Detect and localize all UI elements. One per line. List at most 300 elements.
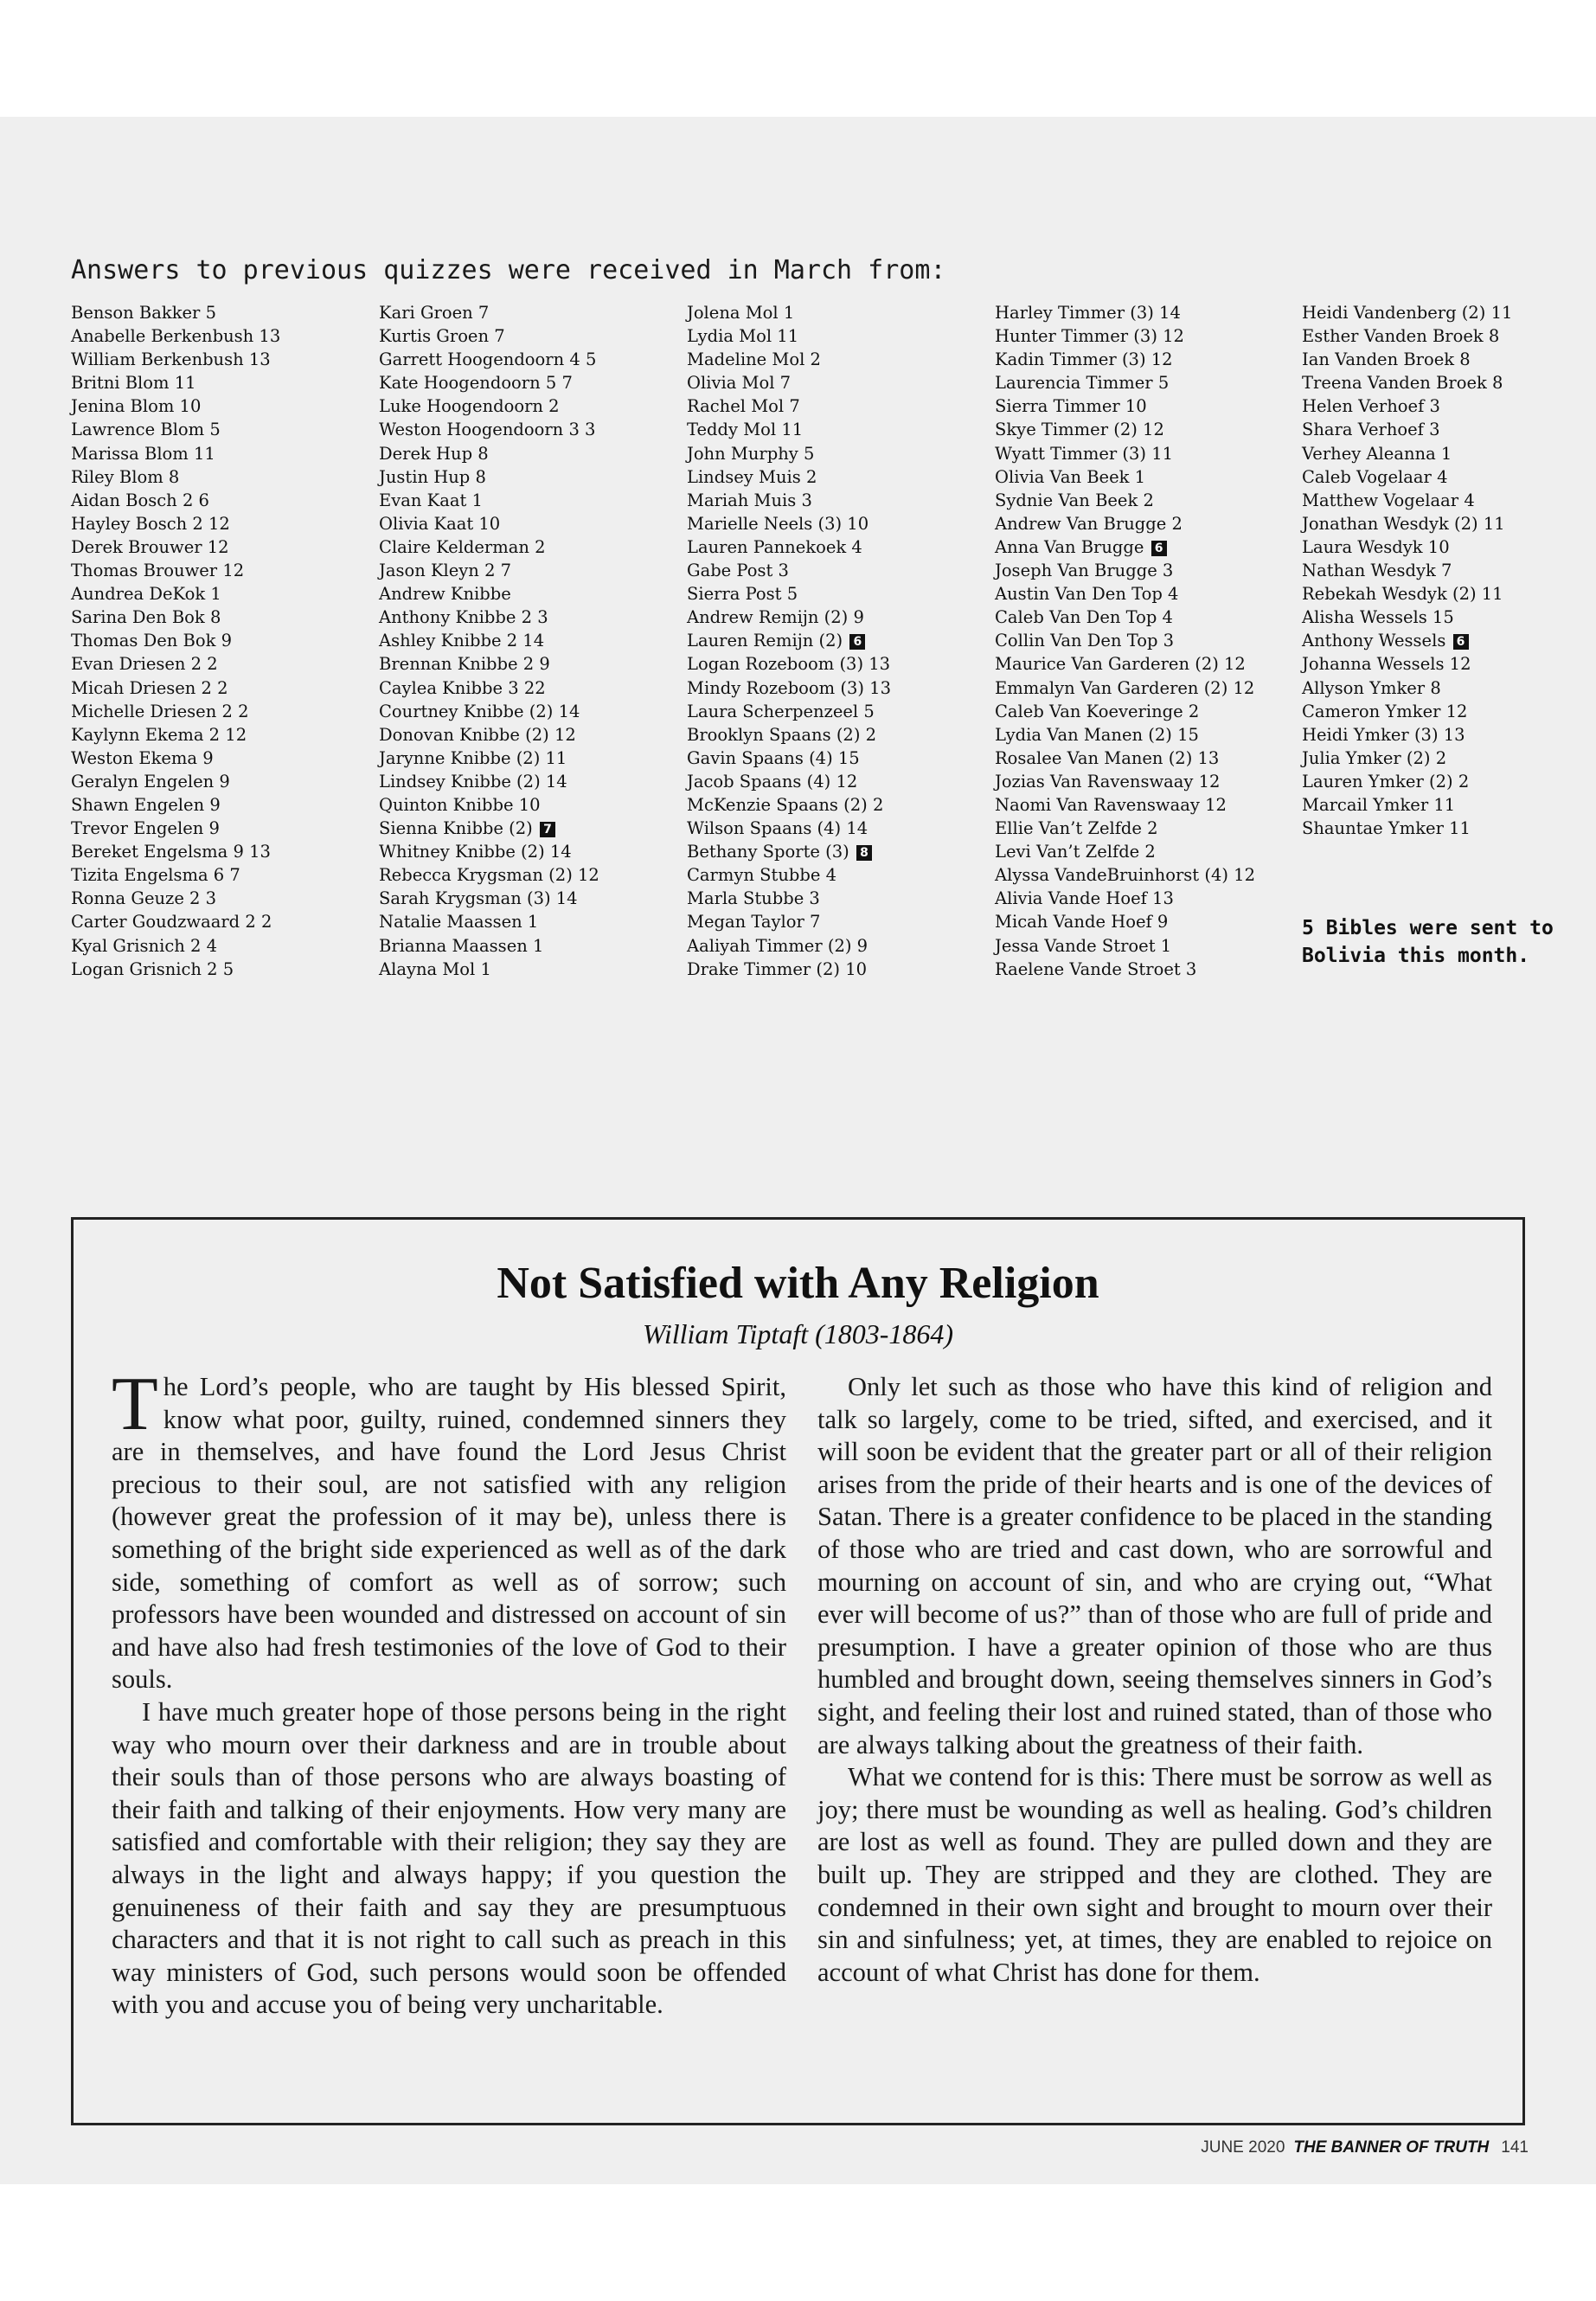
list-item: [995, 793, 1293, 817]
list-item: [995, 582, 1293, 606]
respondent-name: Heidi Ymker (3) 13: [1302, 724, 1465, 745]
respondent-name: Gabe Post 3: [687, 561, 789, 581]
list-item: [379, 887, 677, 910]
respondent-name: Sarah Krygsman (3) 14: [379, 888, 578, 909]
list-item: [71, 770, 369, 793]
respondent-name: Sydnie Van Beek 2: [995, 490, 1154, 510]
respondent-name: Andrew Van Brugge 2: [995, 513, 1183, 534]
list-item: [687, 348, 985, 371]
list-item: [995, 700, 1293, 723]
respondent-name: Kaylynn Ekema 2 12: [71, 724, 247, 745]
list-item: [71, 442, 369, 465]
respondent-name: Caleb Vogelaar 4: [1302, 466, 1448, 487]
page-footer: [1201, 2138, 1529, 2157]
respondent-name: Kyal Grisnich 2 4: [71, 935, 218, 956]
respondent-name: Anna Van Brugge: [995, 536, 1144, 557]
list-item: [379, 700, 677, 723]
list-item: [379, 442, 677, 465]
list-item: [687, 934, 985, 958]
respondent-name: Raelene Vande Stroet 3: [995, 958, 1197, 979]
list-item: [995, 863, 1293, 887]
respondent-name: Brennan Knibbe 2 9: [379, 654, 550, 675]
article-author: William Tiptaft (1803-1864): [642, 1318, 954, 1349]
respondent-name: Alivia Vande Hoef 13: [995, 888, 1174, 909]
list-item: [687, 301, 985, 324]
respondent-name: Jolena Mol 1: [687, 303, 795, 323]
list-item: [71, 840, 369, 863]
respondent-name: Esther Vanden Broek 8: [1302, 326, 1500, 347]
list-item: [995, 489, 1293, 512]
quiz-count-badge: 6: [1151, 541, 1167, 556]
list-item: [1302, 652, 1596, 676]
list-item: [379, 535, 677, 559]
respondent-name: Logan Grisnich 2 5: [71, 958, 234, 979]
list-item: [71, 535, 369, 559]
list-item: [1302, 747, 1596, 770]
respondent-name: Ellie Van’t Zelfde 2: [995, 818, 1158, 839]
article-paragraph: Only let such as those who have this kind of religion and talk so largely, come to be tried, sifted, and exercised, and it will soon be evident that the greater part or all of their religion arises from the pride of their hearts and is one of the devices of Satan. There is a greater confidence to be placed in the standing of those who are tried and cast down, who are sorrowful and mourning on account of sin, and who are crying out, “What ever will become of us?” than of those who are full of pride and presumption. I have a greater opinion of those who are thus humbled and brought down, seeing themselves sinners in God’s sight, and feeling their lost and ruined stated, than of those who are always talking about the greatness of their faith.: [817, 1372, 1493, 1759]
list-item: [995, 535, 1293, 559]
list-item: [379, 324, 677, 348]
list-item: [71, 863, 369, 887]
respondent-name: Aaliyah Timmer (2) 9: [687, 935, 869, 956]
list-item: [379, 770, 677, 793]
respondent-name: Kari Groen 7: [379, 303, 490, 323]
respondent-name: Donovan Knibbe (2) 12: [379, 724, 576, 745]
respondent-name: Courtney Knibbe (2) 14: [379, 701, 580, 721]
respondent-name: Collin Van Den Top 3: [995, 631, 1175, 651]
respondent-name: Geralyn Engelen 9: [71, 771, 230, 792]
list-item: [995, 817, 1293, 840]
list-item: [995, 512, 1293, 535]
respondent-name: Alyssa VandeBruinhorst (4) 12: [995, 865, 1255, 886]
respondent-name: Teddy Mol 11: [687, 420, 804, 440]
respondent-name: Rosalee Van Manen (2) 13: [995, 747, 1220, 768]
list-item: [71, 747, 369, 770]
respondent-name: Lydia Mol 11: [687, 326, 799, 347]
respondent-name: Olivia Van Beek 1: [995, 466, 1146, 487]
respondent-name: Jenina Blom 10: [71, 396, 202, 417]
list-item: [995, 840, 1293, 863]
respondent-name: Megan Taylor 7: [687, 912, 821, 933]
list-item: [1302, 629, 1596, 652]
list-item: [71, 489, 369, 512]
list-item: [687, 606, 985, 629]
respondent-name: Levi Van’t Zelfde 2: [995, 842, 1156, 862]
list-item: [379, 371, 677, 394]
list-item: [71, 582, 369, 606]
names-column-1: [71, 301, 369, 981]
list-item: [1302, 676, 1596, 700]
list-item: [379, 606, 677, 629]
quiz-heading: Answers to previous quizzes were received in March from:: [71, 255, 946, 285]
list-item: [379, 629, 677, 652]
list-item: [687, 910, 985, 933]
list-item: [687, 535, 985, 559]
respondent-name: Sarina Den Bok 8: [71, 607, 221, 628]
respondent-name: Skye Timmer (2) 12: [995, 420, 1164, 440]
list-item: [379, 559, 677, 582]
article-box: [71, 1217, 1525, 2125]
respondent-name: Brianna Maassen 1: [379, 935, 544, 956]
list-item: [995, 747, 1293, 770]
respondent-name: Rebecca Krygsman (2) 12: [379, 865, 599, 886]
paragraph-text: he Lord’s people, who are taught by His blessed Spirit, know what poor, guilty, ruined, condemned sinners they are in themselves, and have found the Lord Jesus Christ precious to their soul, are not satisfied with any religion (however great the profession of it may be), unless there is something of the bright side experienced as well as of the dark side, something of comfort as well as of sorrow; such professors have been wounded and distressed on account of sin and have also had fresh testimonies of the love of God to their souls.: [112, 1372, 786, 1695]
respondent-name: Aundrea DeKok 1: [71, 584, 221, 605]
list-item: [1302, 394, 1596, 418]
article-paragraph: What we contend for is this: There must be sorrow as well as joy; there must be wounding as well as healing. God’s children are lost as well as found. They are pulled down and they are built up. They are stripped and they are clothed. They are condemned in their own sight and brought to mourn over their sin and sinfulness; yet, at times, they are enabled to rejoice on account of what Christ has done for them.: [817, 1762, 1492, 1987]
respondent-name: Jarynne Knibbe (2) 11: [379, 747, 567, 768]
respondent-name: Kurtis Groen 7: [379, 326, 505, 347]
respondent-name: Kadin Timmer (3) 12: [995, 349, 1173, 370]
list-item: [71, 371, 369, 394]
respondent-name: Verhey Aleanna 1: [1302, 443, 1452, 464]
respondent-name: Trevor Engelen 9: [71, 818, 220, 839]
quiz-count-badge: 8: [856, 845, 872, 861]
list-item: [687, 559, 985, 582]
list-item: [379, 582, 677, 606]
respondent-name: Shawn Engelen 9: [71, 794, 221, 815]
respondent-name: Bethany Sporte (3): [687, 842, 849, 862]
bibles-note: 5 Bibles were sent to Bolivia this month.: [1302, 917, 1554, 967]
list-item: [71, 958, 369, 981]
list-item: [687, 465, 985, 489]
list-item: [71, 910, 369, 933]
respondent-name: Gavin Spaans (4) 15: [687, 747, 860, 768]
list-item: [379, 817, 677, 840]
list-item: [1302, 348, 1596, 371]
article-column-right: [817, 1371, 1492, 1989]
respondent-name: Shara Verhoef 3: [1302, 420, 1440, 440]
respondent-name: Harley Timmer (3) 14: [995, 303, 1181, 323]
respondent-name: Sienna Knibbe (2): [379, 818, 533, 839]
list-item: [687, 840, 985, 863]
respondent-name: Tizita Engelsma 6 7: [71, 865, 240, 886]
list-item: [71, 676, 369, 700]
respondent-name: Matthew Vogelaar 4: [1302, 490, 1475, 510]
list-item: [71, 723, 369, 747]
issue-date: JUNE 2020: [1201, 2138, 1285, 2157]
respondent-name: Marissa Blom 11: [71, 443, 215, 464]
respondent-name: Laura Wesdyk 10: [1302, 536, 1450, 557]
respondent-name: Olivia Mol 7: [687, 373, 792, 394]
list-item: [995, 418, 1293, 441]
list-item: [687, 489, 985, 512]
respondent-name: Madeline Mol 2: [687, 349, 821, 370]
respondent-name: Justin Hup 8: [379, 466, 486, 487]
respondent-name: Wilson Spaans (4) 14: [687, 818, 869, 839]
respondent-name: Evan Kaat 1: [379, 490, 483, 510]
list-item: [1302, 700, 1596, 723]
respondent-name: Whitney Knibbe (2) 14: [379, 842, 572, 862]
respondent-name: Marcail Ymker 11: [1302, 794, 1456, 815]
list-item: [379, 747, 677, 770]
list-item: [1302, 512, 1596, 535]
respondent-name: Sierra Post 5: [687, 584, 798, 605]
respondent-name: Lauren Pannekoek 4: [687, 536, 862, 557]
list-item: [995, 958, 1293, 981]
respondent-name: Lawrence Blom 5: [71, 420, 221, 440]
list-item: [687, 582, 985, 606]
respondent-name: Rachel Mol 7: [687, 396, 800, 417]
list-item: [379, 394, 677, 418]
list-item: [687, 676, 985, 700]
list-item: [379, 676, 677, 700]
respondent-name: Jonathan Wesdyk (2) 11: [1302, 513, 1505, 534]
list-item: [71, 324, 369, 348]
magazine-page: [0, 117, 1596, 2184]
list-item: [71, 629, 369, 652]
respondent-name: Thomas Brouwer 12: [71, 561, 245, 581]
respondent-name: Marielle Neels (3) 10: [687, 513, 869, 534]
list-item: [1302, 582, 1596, 606]
respondent-name: Caylea Knibbe 3 22: [379, 677, 546, 698]
list-item: [71, 512, 369, 535]
list-item: [379, 652, 677, 676]
list-item: [687, 700, 985, 723]
list-item: [1302, 442, 1596, 465]
list-item: [71, 793, 369, 817]
list-item: [1302, 817, 1596, 840]
list-item: [687, 723, 985, 747]
list-item: [379, 301, 677, 324]
respondent-name: Weston Ekema 9: [71, 747, 214, 768]
respondent-name: Natalie Maassen 1: [379, 912, 539, 933]
respondent-name: Rebekah Wesdyk (2) 11: [1302, 584, 1503, 605]
respondent-name: Bereket Engelsma 9 13: [71, 842, 271, 862]
respondent-name: Aidan Bosch 2 6: [71, 490, 209, 510]
respondent-name: Lauren Remijn (2): [687, 631, 843, 651]
respondent-name: Logan Rozeboom (3) 13: [687, 654, 891, 675]
respondent-name: Micah Driesen 2 2: [71, 677, 228, 698]
list-item: [379, 934, 677, 958]
respondent-name: Luke Hoogendoorn 2: [379, 396, 560, 417]
article-paragraph: [112, 1362, 786, 1696]
respondent-name: Nathan Wesdyk 7: [1302, 561, 1452, 581]
list-item: [687, 324, 985, 348]
list-item: [71, 418, 369, 441]
publication-name: THE BANNER OF TRUTH: [1293, 2138, 1490, 2157]
list-item: [687, 958, 985, 981]
respondent-name: Laura Scherpenzeel 5: [687, 701, 875, 721]
respondent-name: Lydia Van Manen (2) 15: [995, 724, 1199, 745]
list-item: [379, 910, 677, 933]
respondent-name: William Berkenbush 13: [71, 349, 271, 370]
respondent-name: Riley Blom 8: [71, 466, 180, 487]
list-item: [687, 371, 985, 394]
respondent-name: Anthony Knibbe 2 3: [379, 607, 548, 628]
list-item: [71, 887, 369, 910]
list-item: [1302, 559, 1596, 582]
list-item: [687, 394, 985, 418]
list-item: [687, 817, 985, 840]
respondent-name: Cameron Ymker 12: [1302, 701, 1468, 721]
respondent-name: Evan Driesen 2 2: [71, 654, 218, 675]
list-item: [687, 629, 985, 652]
respondent-name: Andrew Knibbe: [379, 584, 511, 605]
respondent-name: Ronna Geuze 2 3: [71, 888, 217, 909]
respondent-name: Michelle Driesen 2 2: [71, 701, 249, 721]
respondent-name: Micah Vande Hoef 9: [995, 912, 1169, 933]
list-item: [995, 324, 1293, 348]
list-item: [379, 958, 677, 981]
respondent-name: Britni Blom 11: [71, 373, 196, 394]
list-item: [687, 512, 985, 535]
list-item: [995, 652, 1293, 676]
list-item: [995, 676, 1293, 700]
respondent-name: Olivia Kaat 10: [379, 513, 501, 534]
respondent-name: Allyson Ymker 8: [1302, 677, 1441, 698]
respondent-name: Mindy Rozeboom (3) 13: [687, 677, 891, 698]
respondent-name: Treena Vanden Broek 8: [1302, 373, 1503, 394]
list-item: [687, 652, 985, 676]
list-item: [1302, 324, 1596, 348]
respondent-name: Kate Hoogendoorn 5 7: [379, 373, 573, 394]
list-item: [379, 793, 677, 817]
list-item: [1302, 723, 1596, 747]
respondent-name: Caleb Van Koeveringe 2: [995, 701, 1200, 721]
respondent-name: Lindsey Knibbe (2) 14: [379, 771, 567, 792]
names-column-2: [379, 301, 677, 981]
respondent-name: McKenzie Spaans (2) 2: [687, 794, 884, 815]
respondent-name: Carter Goudzwaard 2 2: [71, 912, 272, 933]
quiz-count-badge: 6: [1453, 634, 1469, 650]
list-item: [995, 394, 1293, 418]
list-item: [71, 348, 369, 371]
list-item: [687, 770, 985, 793]
quiz-count-badge: 7: [540, 822, 555, 837]
list-item: [687, 887, 985, 910]
list-item: [71, 817, 369, 840]
list-item: [379, 418, 677, 441]
respondent-name: Austin Van Den Top 4: [995, 584, 1179, 605]
respondent-name: Hayley Bosch 2 12: [71, 513, 230, 534]
respondent-name: Alisha Wessels 15: [1302, 607, 1454, 628]
respondent-name: Heidi Vandenberg (2) 11: [1302, 303, 1513, 323]
list-item: [995, 371, 1293, 394]
article-paragraph: I have much greater hope of those persons being in the right way who mourn over their darkness and are in trouble about their souls than of those persons who are always boasting of their faith and talking of their enjoyments. How very many are satisfied and comfortable with their religion; they say they are always in the light and always happy; if you question the genuineness of their faith and say they are presumptuous characters and that it is not right to call such as preach in this way ministers of God, such persons would soon be offended with you and accuse you of being very uncharitable.: [112, 1696, 786, 2020]
page-number: 141: [1501, 2138, 1529, 2157]
drop-cap: T: [112, 1362, 158, 1446]
list-item: [71, 700, 369, 723]
respondent-name: John Murphy 5: [687, 443, 815, 464]
list-item: [71, 934, 369, 958]
respondent-name: Julia Ymker (2) 2: [1302, 747, 1447, 768]
list-item: [1302, 770, 1596, 793]
respondent-name: Ashley Knibbe 2 14: [379, 631, 545, 651]
respondent-name: Thomas Den Bok 9: [71, 631, 233, 651]
respondent-name: Lindsey Muis 2: [687, 466, 817, 487]
respondent-name: Jason Kleyn 2 7: [379, 561, 512, 581]
respondent-name: Weston Hoogendoorn 3 3: [379, 420, 596, 440]
list-item: [995, 348, 1293, 371]
list-item: [1302, 535, 1596, 559]
list-item: [995, 465, 1293, 489]
list-item: [995, 442, 1293, 465]
list-item: [1302, 301, 1596, 324]
respondent-name: Jessa Vande Stroet 1: [995, 935, 1172, 956]
list-item: [687, 863, 985, 887]
list-item: [379, 512, 677, 535]
respondent-name: Mariah Muis 3: [687, 490, 812, 510]
list-item: [687, 747, 985, 770]
respondent-name: Hunter Timmer (3) 12: [995, 326, 1184, 347]
respondent-name: Anabelle Berkenbush 13: [71, 326, 281, 347]
names-column-5: [1302, 301, 1596, 840]
respondent-name: Garrett Hoogendoorn 4 5: [379, 349, 597, 370]
respondent-name: Caleb Van Den Top 4: [995, 607, 1173, 628]
respondent-name: Wyatt Timmer (3) 11: [995, 443, 1174, 464]
respondent-name: Joseph Van Brugge 3: [995, 561, 1174, 581]
list-item: [1302, 465, 1596, 489]
article-column-left: [112, 1362, 786, 2022]
list-item: [687, 793, 985, 817]
respondent-name: Emmalyn Van Garderen (2) 12: [995, 677, 1255, 698]
list-item: [379, 723, 677, 747]
respondent-name: Helen Verhoef 3: [1302, 396, 1440, 417]
respondent-name: Ian Vanden Broek 8: [1302, 349, 1471, 370]
respondent-name: Benson Bakker 5: [71, 303, 216, 323]
respondent-name: Derek Brouwer 12: [71, 536, 229, 557]
list-item: [1302, 371, 1596, 394]
list-item: [995, 910, 1293, 933]
respondent-name: Johanna Wessels 12: [1302, 654, 1471, 675]
list-item: [995, 301, 1293, 324]
respondent-name: Naomi Van Ravenswaay 12: [995, 794, 1227, 815]
respondent-name: Shauntae Ymker 11: [1302, 818, 1471, 839]
respondent-name: Marla Stubbe 3: [687, 888, 820, 909]
respondent-name: Carmyn Stubbe 4: [687, 865, 836, 886]
names-column-4: [995, 301, 1293, 981]
list-item: [1302, 606, 1596, 629]
respondent-name: Claire Kelderman 2: [379, 536, 546, 557]
list-item: [995, 559, 1293, 582]
list-item: [71, 606, 369, 629]
list-item: [1302, 418, 1596, 441]
list-item: [687, 442, 985, 465]
respondent-name: Jozias Van Ravenswaay 12: [995, 771, 1221, 792]
list-item: [995, 887, 1293, 910]
article-title: Not Satisfied with Any Religion: [497, 1259, 1099, 1308]
list-item: [995, 934, 1293, 958]
respondent-name: Alayna Mol 1: [379, 958, 491, 979]
respondent-name: Maurice Van Garderen (2) 12: [995, 654, 1246, 675]
respondent-name: Laurencia Timmer 5: [995, 373, 1170, 394]
respondent-name: Andrew Remijn (2) 9: [687, 607, 864, 628]
list-item: [379, 465, 677, 489]
list-item: [71, 394, 369, 418]
list-item: [995, 723, 1293, 747]
list-item: [687, 418, 985, 441]
respondent-name: Quinton Knibbe 10: [379, 794, 541, 815]
list-item: [1302, 793, 1596, 817]
list-item: [71, 652, 369, 676]
list-item: [995, 770, 1293, 793]
list-item: [71, 559, 369, 582]
list-item: [379, 348, 677, 371]
list-item: [379, 863, 677, 887]
list-item: [995, 629, 1293, 652]
names-column-3: [687, 301, 985, 981]
list-item: [995, 606, 1293, 629]
list-item: [71, 301, 369, 324]
respondent-name: Sierra Timmer 10: [995, 396, 1147, 417]
quiz-count-badge: 6: [849, 634, 865, 650]
respondent-name: Lauren Ymker (2) 2: [1302, 771, 1470, 792]
list-item: [379, 840, 677, 863]
list-item: [379, 489, 677, 512]
list-item: [71, 465, 369, 489]
